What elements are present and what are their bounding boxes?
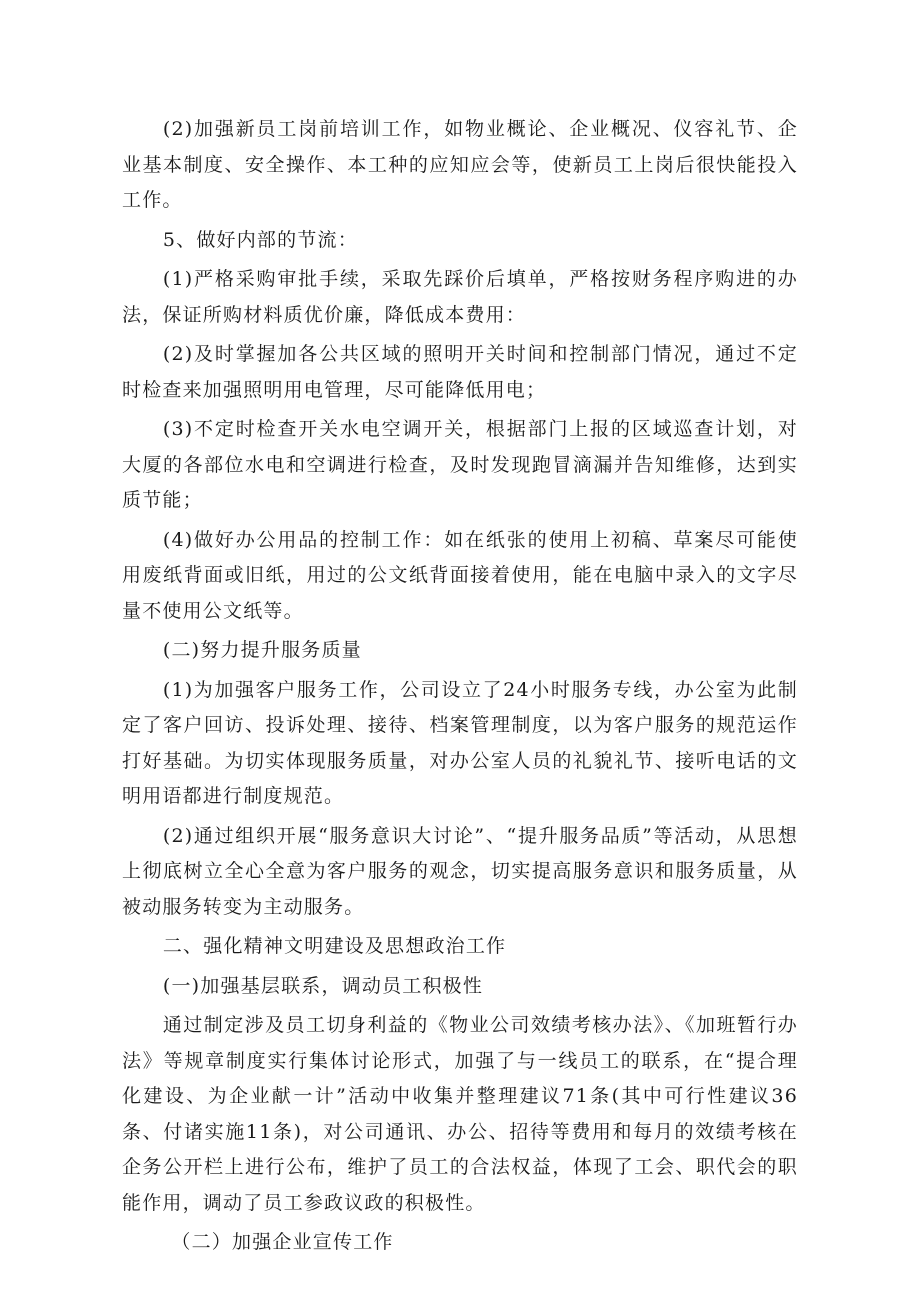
paragraph-training: (2)加强新员工岗前培训工作，如物业概论、企业概况、仪容礼节、企业基本制度、安全操作、本工种的应知应会等，使新员工上岗后很快能投入工作。	[122, 118, 798, 211]
paragraph-lighting: (2)及时掌握加各公共区域的照明开关时间和控制部门情况，通过不定时检查来加强照明用电管理，尽可能降低用电；	[122, 343, 798, 401]
heading-internal-savings: 5、做好内部的节流：	[162, 228, 358, 251]
heading-spiritual-civilization: 二、强化精神文明建设及思想政治工作	[162, 935, 507, 957]
paragraph-utilities: (3)不定时检查开关水电空调开关，根据部门上报的区域巡查计划，对大厦的各部位水电和空调进行检查，及时发现跑冒滴漏并告知维修，达到实质节能；	[122, 418, 798, 511]
paragraph-service-awareness: (2)通过组织开展“服务意识大讨论”、“提升服务品质”等活动，从思想上彻底树立全心全意为客户服务的观念，切实提高服务意识和服务质量，从被动服务转变为主动服务。	[122, 824, 798, 918]
heading-grassroots-contact: (一)加强基层联系，调动员工积极性	[162, 974, 484, 997]
heading-corporate-publicity: （二）加强企业宣传工作	[171, 1231, 394, 1253]
heading-service-quality: (二)努力提升服务质量	[162, 639, 362, 661]
paragraph-customer-service: (1)为加强客户服务工作，公司设立了24小时服务专线，办公室为此制定了客户回访、投诉处理、接待、档案管理制度，以为客户服务的规范运作打好基础。为切实体现服务质量，对办公室人员的礼貌礼节、接听电话的文明用语都进行制度规范。	[122, 678, 798, 807]
paragraph-employee-engagement: 通过制定涉及员工切身利益的《物业公司效绩考核办法》、《加班暂行办法》等规章制度实行集体讨论形式，加强了与一线员工的联系，在“提合理化建设、为企业献一计”活动中收集并整理建议71条(其中可行性建议36条、付诸实施11条)，对公司通讯、办公、招待等费用和每月的效绩考核在企务公开栏上进行公布，维护了员工的合法权益，体现了工会、职代会的职能作用，调动了员工参政议政的积极性。	[122, 1014, 798, 1214]
paragraph-office-supplies: (4)做好办公用品的控制工作：如在纸张的使用上初稿、草案尽可能使用废纸背面或旧纸，用过的公文纸背面接着使用，能在电脑中录入的文字尽量不使用公文纸等。	[122, 528, 798, 622]
document-body	[122, 112, 798, 1265]
paragraph-procurement: (1)严格采购审批手续，采取先踩价后填单，严格按财务程序购进的办法，保证所购材料质优价廉，降低成本费用：	[122, 268, 798, 326]
